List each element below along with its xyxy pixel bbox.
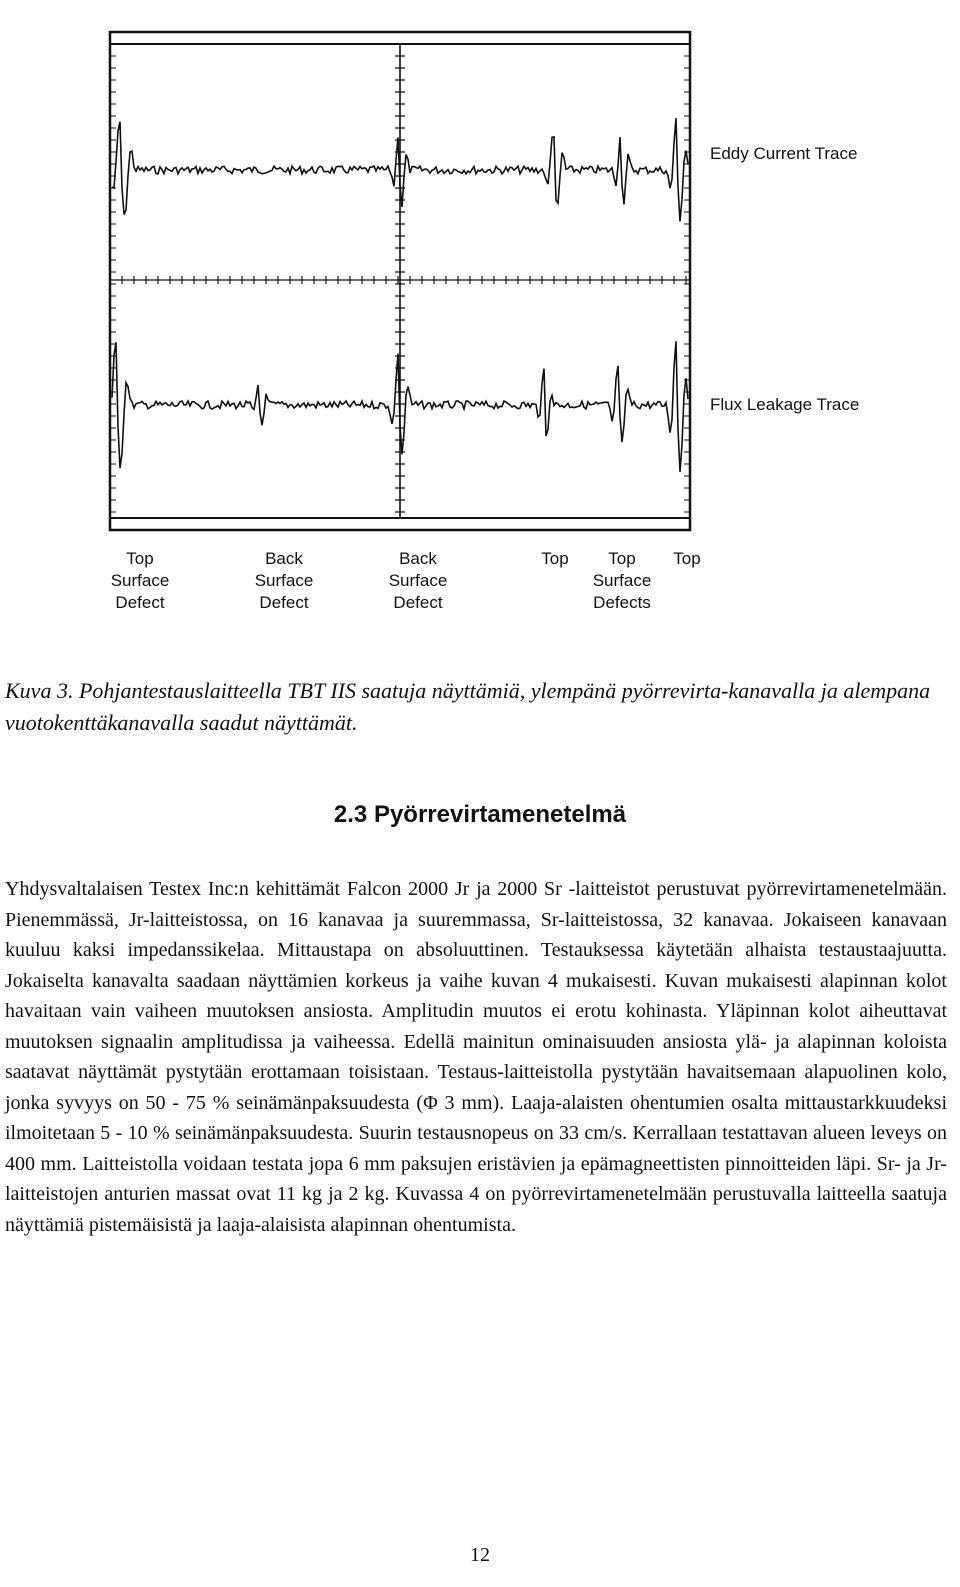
svg-text:Defect: Defect: [115, 593, 165, 612]
body-paragraph: Yhdysvaltalaisen Testex Inc:n kehittämät Falcon 2000 Jr ja 2000 Sr -laitteistot perustuvat pyörrevirtamenetelmään. Pienemmässä, Jr-laitteistossa, on 16 kanavaa ja suuremmassa, Sr-laitteistossa, 32 kanavaa. Jokaiseen kanavaan kuuluu kaksi impedanssikelaa. Mittaustapa on absoluuttinen. Testauksessa käytetään alhaista testaustaajuutta. Jokaiselta kanavalta saadaan näyttämien korkeus ja vaihe kuvan 4 mukaisesti. Kuvan mukaisesti alapinnan kolot havaitaan vain vaiheen muutoksen ansiosta. Amplitudin muutos ei erotu kohinasta. Yläpinnan kolot aiheuttavat muutoksen signaalin amplitudissa ja vaiheessa. Edellä mainitun ominaisuuden ansiosta ylä- ja alapinnan koloista saatavat näyttämät pystytään erottamaan toisistaan. Testaus-laitteistolla pystytään havaitsemaan alapuolinen kolo, jonka syvyys on 50 - 75 % seinämänpaksuudesta (Φ 3 mm). Laaja-alaisten ohentumien osalta mittaustarkkuudeksi ilmoitetaan 5 - 10 % seinämänpaksuudesta. Suurin testausnopeus on 33 cm/s. Kerrallaan testattavan alueen leveys on 400 mm. Laitteistolla voidaan testata jopa 6 mm paksujen eristävien ja epämagneettisten pinnoitteiden läpi. Sr- ja Jr-laitteistojen anturien massat ovat 11 kg ja 2 kg. Kuvassa 4 on pyörrevirtamenetelmään perustuvalla laitteella saatuja näyttämiä pistemäisistä ja laaja-alaisista alapinnan ohentumista.: [5, 878, 947, 1236]
svg-text:Back: Back: [265, 549, 303, 568]
defect-label-2: [255, 549, 314, 612]
plot-grid: [110, 44, 690, 518]
svg-text:Defect: Defect: [393, 593, 443, 612]
defect-label-6: [673, 549, 700, 568]
defect-label-4: [541, 549, 568, 568]
svg-text:Top: Top: [673, 549, 701, 568]
section-heading: 2.3 Pyörrevirtamenetelmä: [333, 801, 627, 828]
svg-text:Surface: Surface: [592, 571, 652, 590]
svg-text:Defects: Defects: [593, 593, 651, 612]
svg-text:Top: Top: [608, 549, 636, 568]
eddy-current-trace-label: Eddy Current Trace: [710, 144, 858, 163]
svg-text:Top: Top: [126, 549, 154, 568]
svg-text:Surface: Surface: [388, 571, 448, 590]
defect-label-1: [111, 549, 170, 612]
flux-leakage-trace-label: Flux Leakage Trace: [710, 395, 860, 414]
svg-text:Surface: Surface: [110, 571, 170, 590]
trace-plot: [100, 20, 880, 620]
trace-figure: [100, 20, 880, 620]
svg-text:Back: Back: [399, 549, 437, 568]
svg-text:Surface: Surface: [254, 571, 314, 590]
figure-caption: Kuva 3. Pohjantestauslaitteella TBT IIS saatuja näyttämiä, ylempänä pyörrevirta-kanavalla ja alempana vuotokenttäkanavalla saadut näyttämät.: [5, 678, 931, 735]
defect-label-5: [593, 549, 652, 612]
page-number: 12: [470, 1544, 490, 1566]
defect-label-3: [389, 549, 448, 612]
svg-text:Top: Top: [541, 549, 569, 568]
svg-text:Defect: Defect: [259, 593, 309, 612]
